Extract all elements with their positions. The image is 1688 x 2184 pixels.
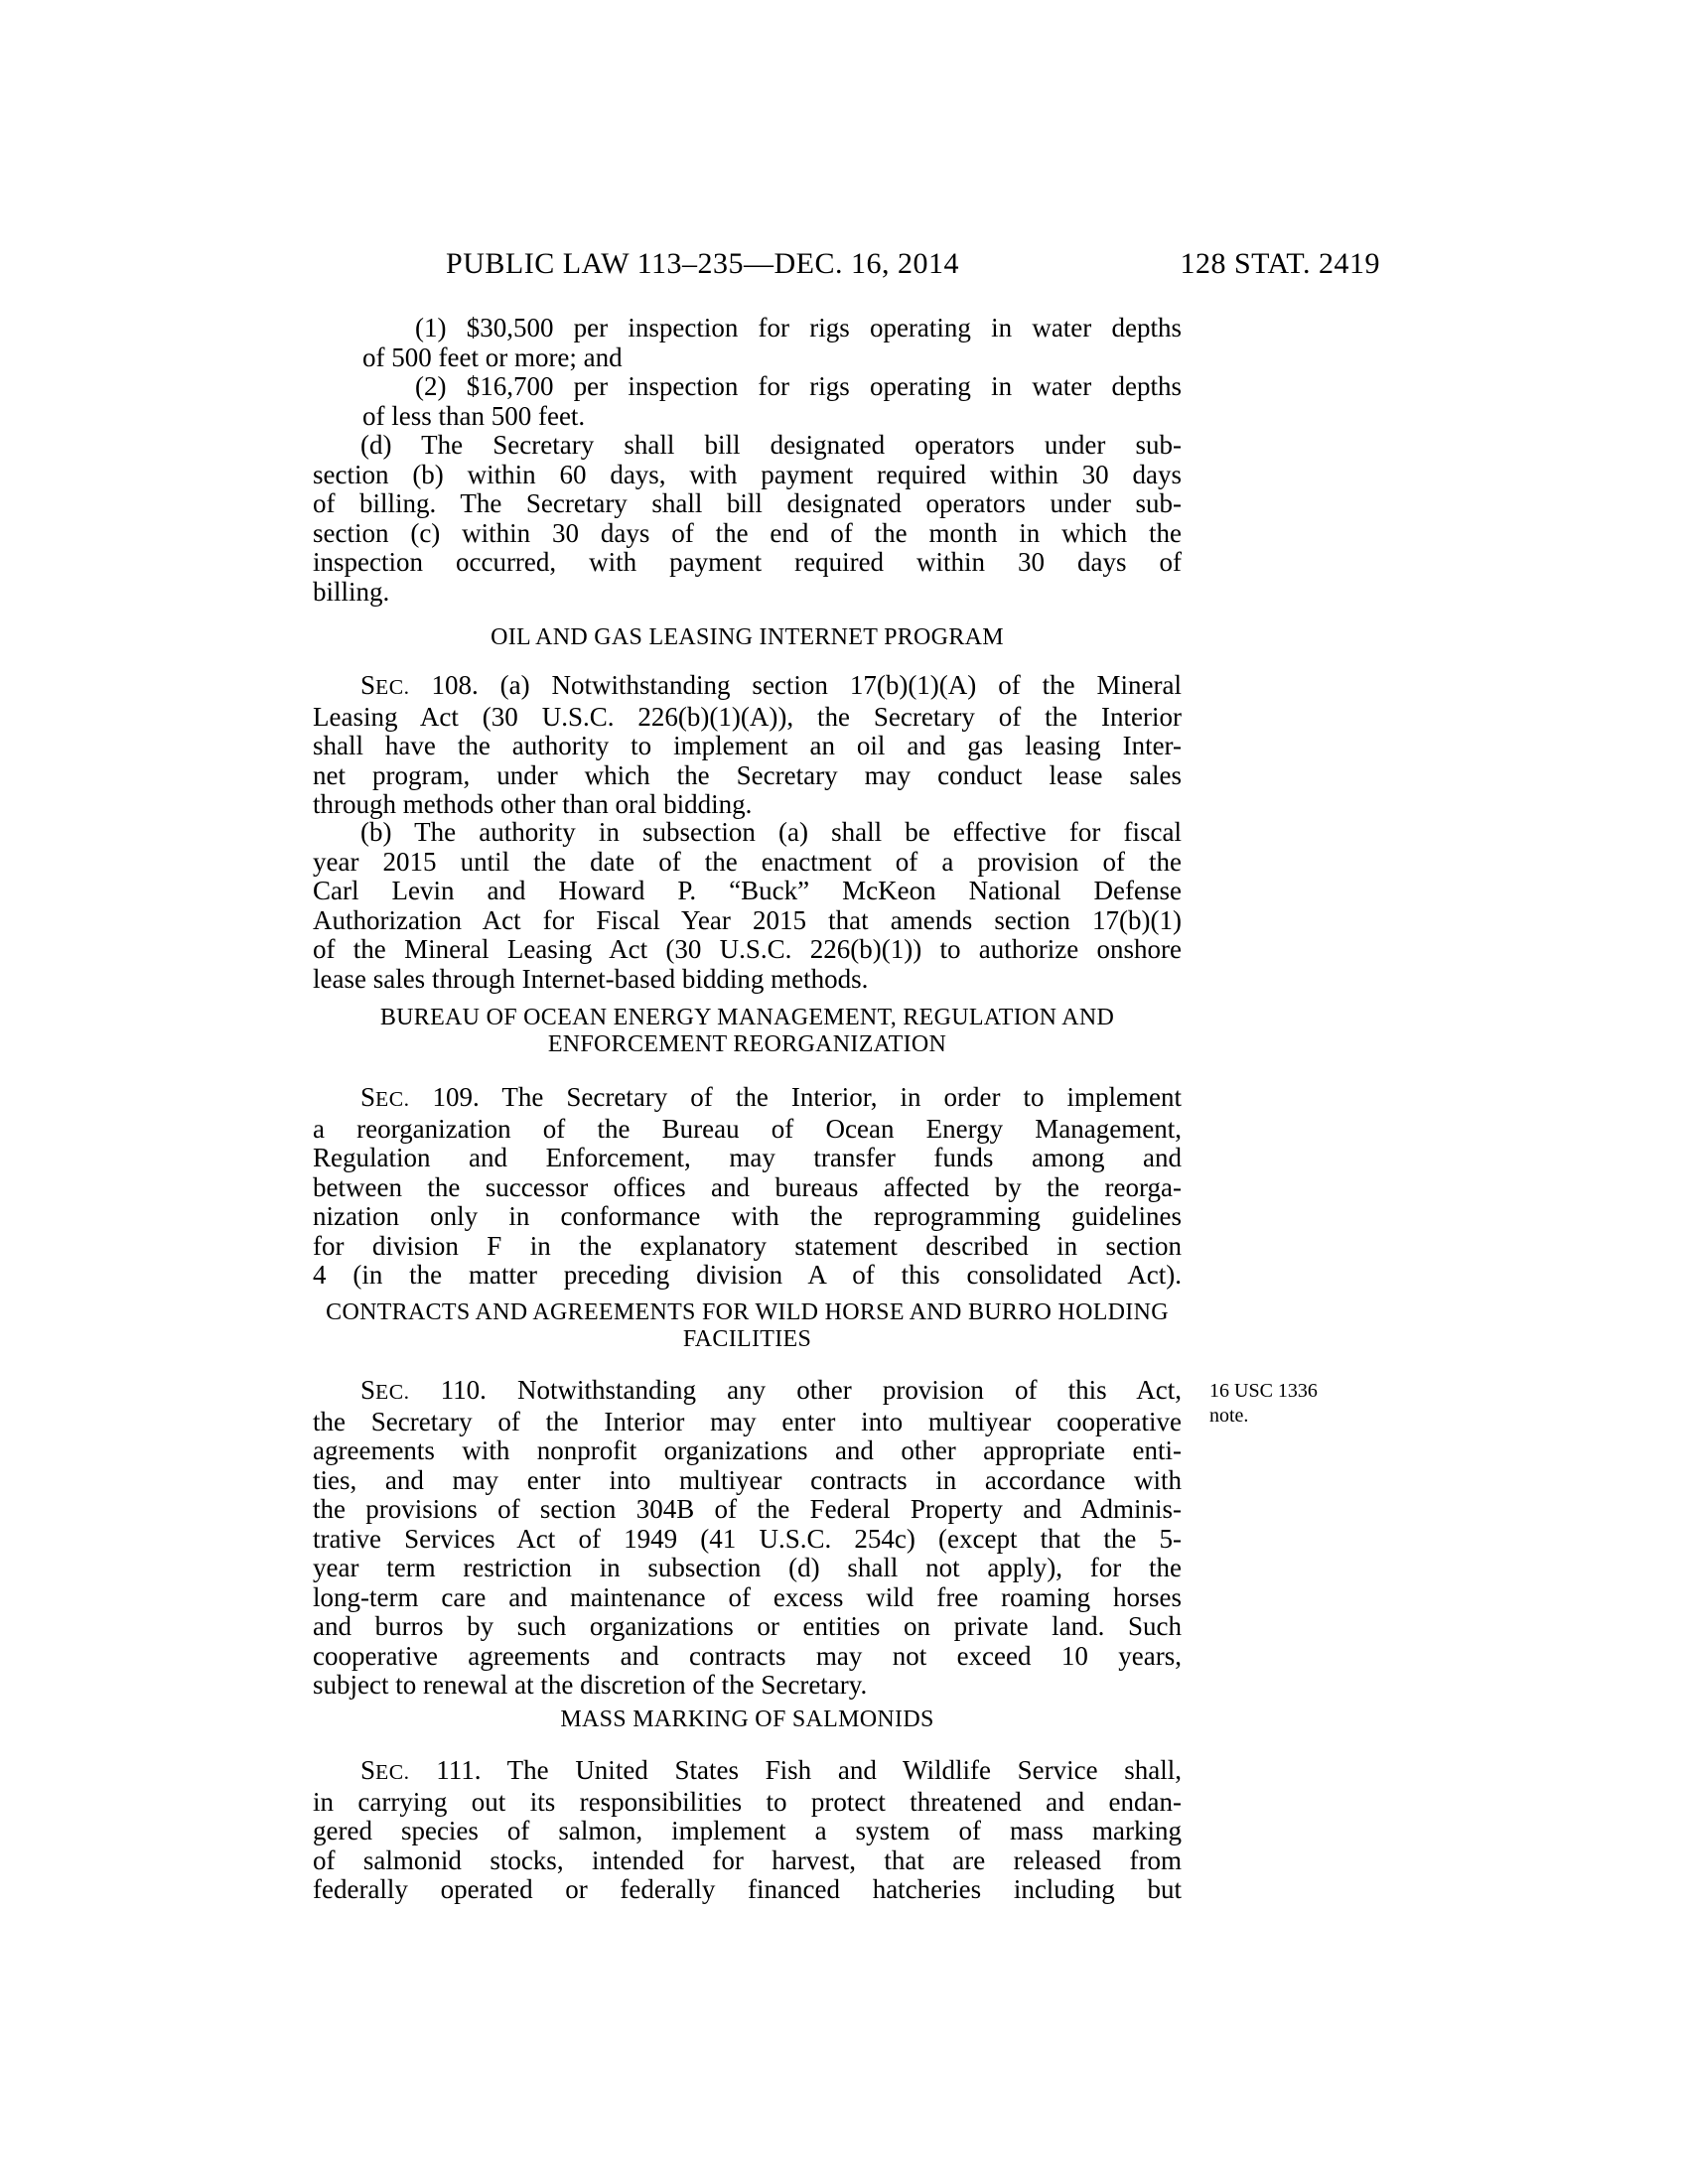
statute-line: federally operated or federally financed hatcheries including but	[313, 1874, 1182, 1904]
sec-smallcaps: S	[360, 1375, 376, 1405]
statute-line: (2) $16,700 per inspection for rigs operating in water depths	[415, 371, 1182, 401]
sec-smallcaps: S	[360, 670, 376, 700]
statute-line: Regulation and Enforcement, may transfer funds among and	[313, 1143, 1182, 1172]
statute-line: year 2015 until the date of the enactment of a provision of the	[313, 846, 1182, 877]
statute-line: trative Services Act of 1949 (41 U.S.C. 254c) (except that the 5-	[313, 1523, 1182, 1554]
statute-line: through methods other than oral bidding.	[313, 789, 753, 819]
statute-line: ties, and may enter into multiyear contracts in accordance with	[313, 1464, 1182, 1495]
statute-paragraph	[313, 1376, 1182, 1701]
statute-line: of the Mineral Leasing Act (30 U.S.C. 226(b)(1)) to authorize onshore	[313, 934, 1182, 964]
statute-line: long-term care and maintenance of excess wild free roaming horses	[313, 1581, 1182, 1612]
margin-note-usc-citation	[1209, 1379, 1378, 1429]
statute-line: of billing. The Secretary shall bill designated operators under sub-	[313, 488, 1182, 518]
statute-paragraph	[313, 431, 1182, 607]
section-heading-line: BUREAU OF OCEAN ENERGY MANAGEMENT, REGULATION AND	[379, 1005, 1115, 1030]
statute-line: in carrying out its responsibilities to protect threatened and endan-	[313, 1786, 1182, 1817]
section-heading-line: CONTRACTS AND AGREEMENTS FOR WILD HORSE AND BURRO HOLDING	[326, 1299, 1169, 1325]
sec-smallcaps: S	[360, 1755, 376, 1785]
sec-smallcaps: EC.	[375, 1760, 410, 1784]
section-heading-line: ENFORCEMENT REORGANIZATION	[547, 1031, 947, 1057]
section-heading	[268, 1706, 1226, 1733]
statute-line: of less than 500 feet.	[362, 400, 586, 431]
statute-line: gered species of salmon, implement a system of mass marking	[313, 1816, 1182, 1845]
statute-line: SEC. 111. The United States Fish and Wildlife Service shall,	[360, 1755, 1182, 1785]
statute-line: the provisions of section 304B of the Federal Property and Adminis-	[313, 1494, 1182, 1524]
statute-line: agreements with nonprofit organizations and other appropriate enti-	[313, 1435, 1182, 1465]
section-heading-line: MASS MARKING OF SALMONIDS	[560, 1706, 934, 1732]
page-header-stat-page-number: 128 STAT. 2419	[1180, 247, 1380, 280]
statute-line: lease sales through Internet-based bidding methods.	[313, 963, 869, 994]
statute-line: year term restriction in subsection (d) shall not apply), for the	[313, 1553, 1182, 1582]
statute-line: SEC. 110. Notwithstanding any other provision of this Act,	[360, 1375, 1182, 1405]
statute-paragraph	[313, 1756, 1182, 1905]
statute-line: (d) The Secretary shall bill designated operators under sub-	[360, 430, 1182, 460]
statute-line: (b) The authority in subsection (a) shall be effective for fiscal	[360, 817, 1182, 847]
sec-smallcaps: EC.	[375, 1087, 410, 1111]
statute-line: Carl Levin and Howard P. “Buck” McKeon National Defense	[313, 876, 1182, 905]
margin-note-line: note.	[1209, 1405, 1249, 1427]
sec-smallcaps: EC.	[375, 675, 410, 699]
statute-line: of salmonid stocks, intended for harvest, that are released from	[313, 1844, 1182, 1875]
statute-line: the Secretary of the Interior may enter into multiyear cooperative	[313, 1406, 1182, 1436]
statute-line: a reorganization of the Bureau of Ocean Energy Management,	[313, 1113, 1182, 1144]
statute-line: section (c) within 30 days of the end of the month in which the	[313, 517, 1182, 548]
statute-line: SEC. 109. The Secretary of the Interior, in order to implement	[360, 1082, 1182, 1112]
statute-line: SEC. 108. (a) Notwithstanding section 17(b)(1)(A) of the Mineral	[360, 670, 1182, 700]
sec-smallcaps: S	[360, 1082, 376, 1112]
statute-line: Authorization Act for Fiscal Year 2015 that amends section 17(b)(1)	[313, 904, 1182, 935]
statute-line: net program, under which the Secretary may conduct lease sales	[313, 759, 1182, 790]
statute-line: section (b) within 60 days, with payment required within 30 days	[313, 459, 1182, 489]
statute-line: of 500 feet or more; and	[362, 341, 623, 372]
statute-line: shall have the authority to implement an oil and gas leasing Inter-	[313, 731, 1182, 760]
margin-note-line: 16 USC 1336	[1209, 1380, 1318, 1402]
section-heading-line: FACILITIES	[682, 1326, 812, 1352]
page-header-law-title: PUBLIC LAW 113–235—DEC. 16, 2014	[446, 247, 959, 280]
statute-line: inspection occurred, with payment required within 30 days of	[313, 547, 1182, 577]
section-heading	[268, 1299, 1226, 1353]
section-heading	[268, 1005, 1226, 1058]
statute-line: and burros by such organizations or entities on private land. Such	[313, 1611, 1182, 1641]
statute-paragraph	[313, 1083, 1182, 1291]
statute-line: nization only in conformance with the reprogramming guidelines	[313, 1201, 1182, 1231]
section-heading-line: OIL AND GAS LEASING INTERNET PROGRAM	[491, 624, 1004, 650]
section-heading	[268, 624, 1226, 651]
statute-paragraph	[313, 818, 1182, 994]
statute-line: for division F in the explanatory statement described in section	[313, 1230, 1182, 1261]
statute-paragraph	[313, 671, 1182, 820]
statute-line: subject to renewal at the discretion of the Secretary.	[313, 1670, 868, 1700]
sec-smallcaps: EC.	[375, 1380, 410, 1404]
statute-line: (1) $30,500 per inspection for rigs operating in water depths	[415, 313, 1182, 342]
statute-line: 4 (in the matter preceding division A of this consolidated Act).	[313, 1260, 1182, 1290]
statute-line: between the successor offices and bureaus affected by the reorga-	[313, 1171, 1182, 1202]
statute-paragraph	[313, 314, 1182, 431]
statute-text-column	[313, 0, 1182, 2184]
statute-line: cooperative agreements and contracts may not exceed 10 years,	[313, 1640, 1182, 1671]
statute-line: Leasing Act (30 U.S.C. 226(b)(1)(A)), the Secretary of the Interior	[313, 701, 1182, 732]
statute-line: billing.	[313, 576, 390, 607]
